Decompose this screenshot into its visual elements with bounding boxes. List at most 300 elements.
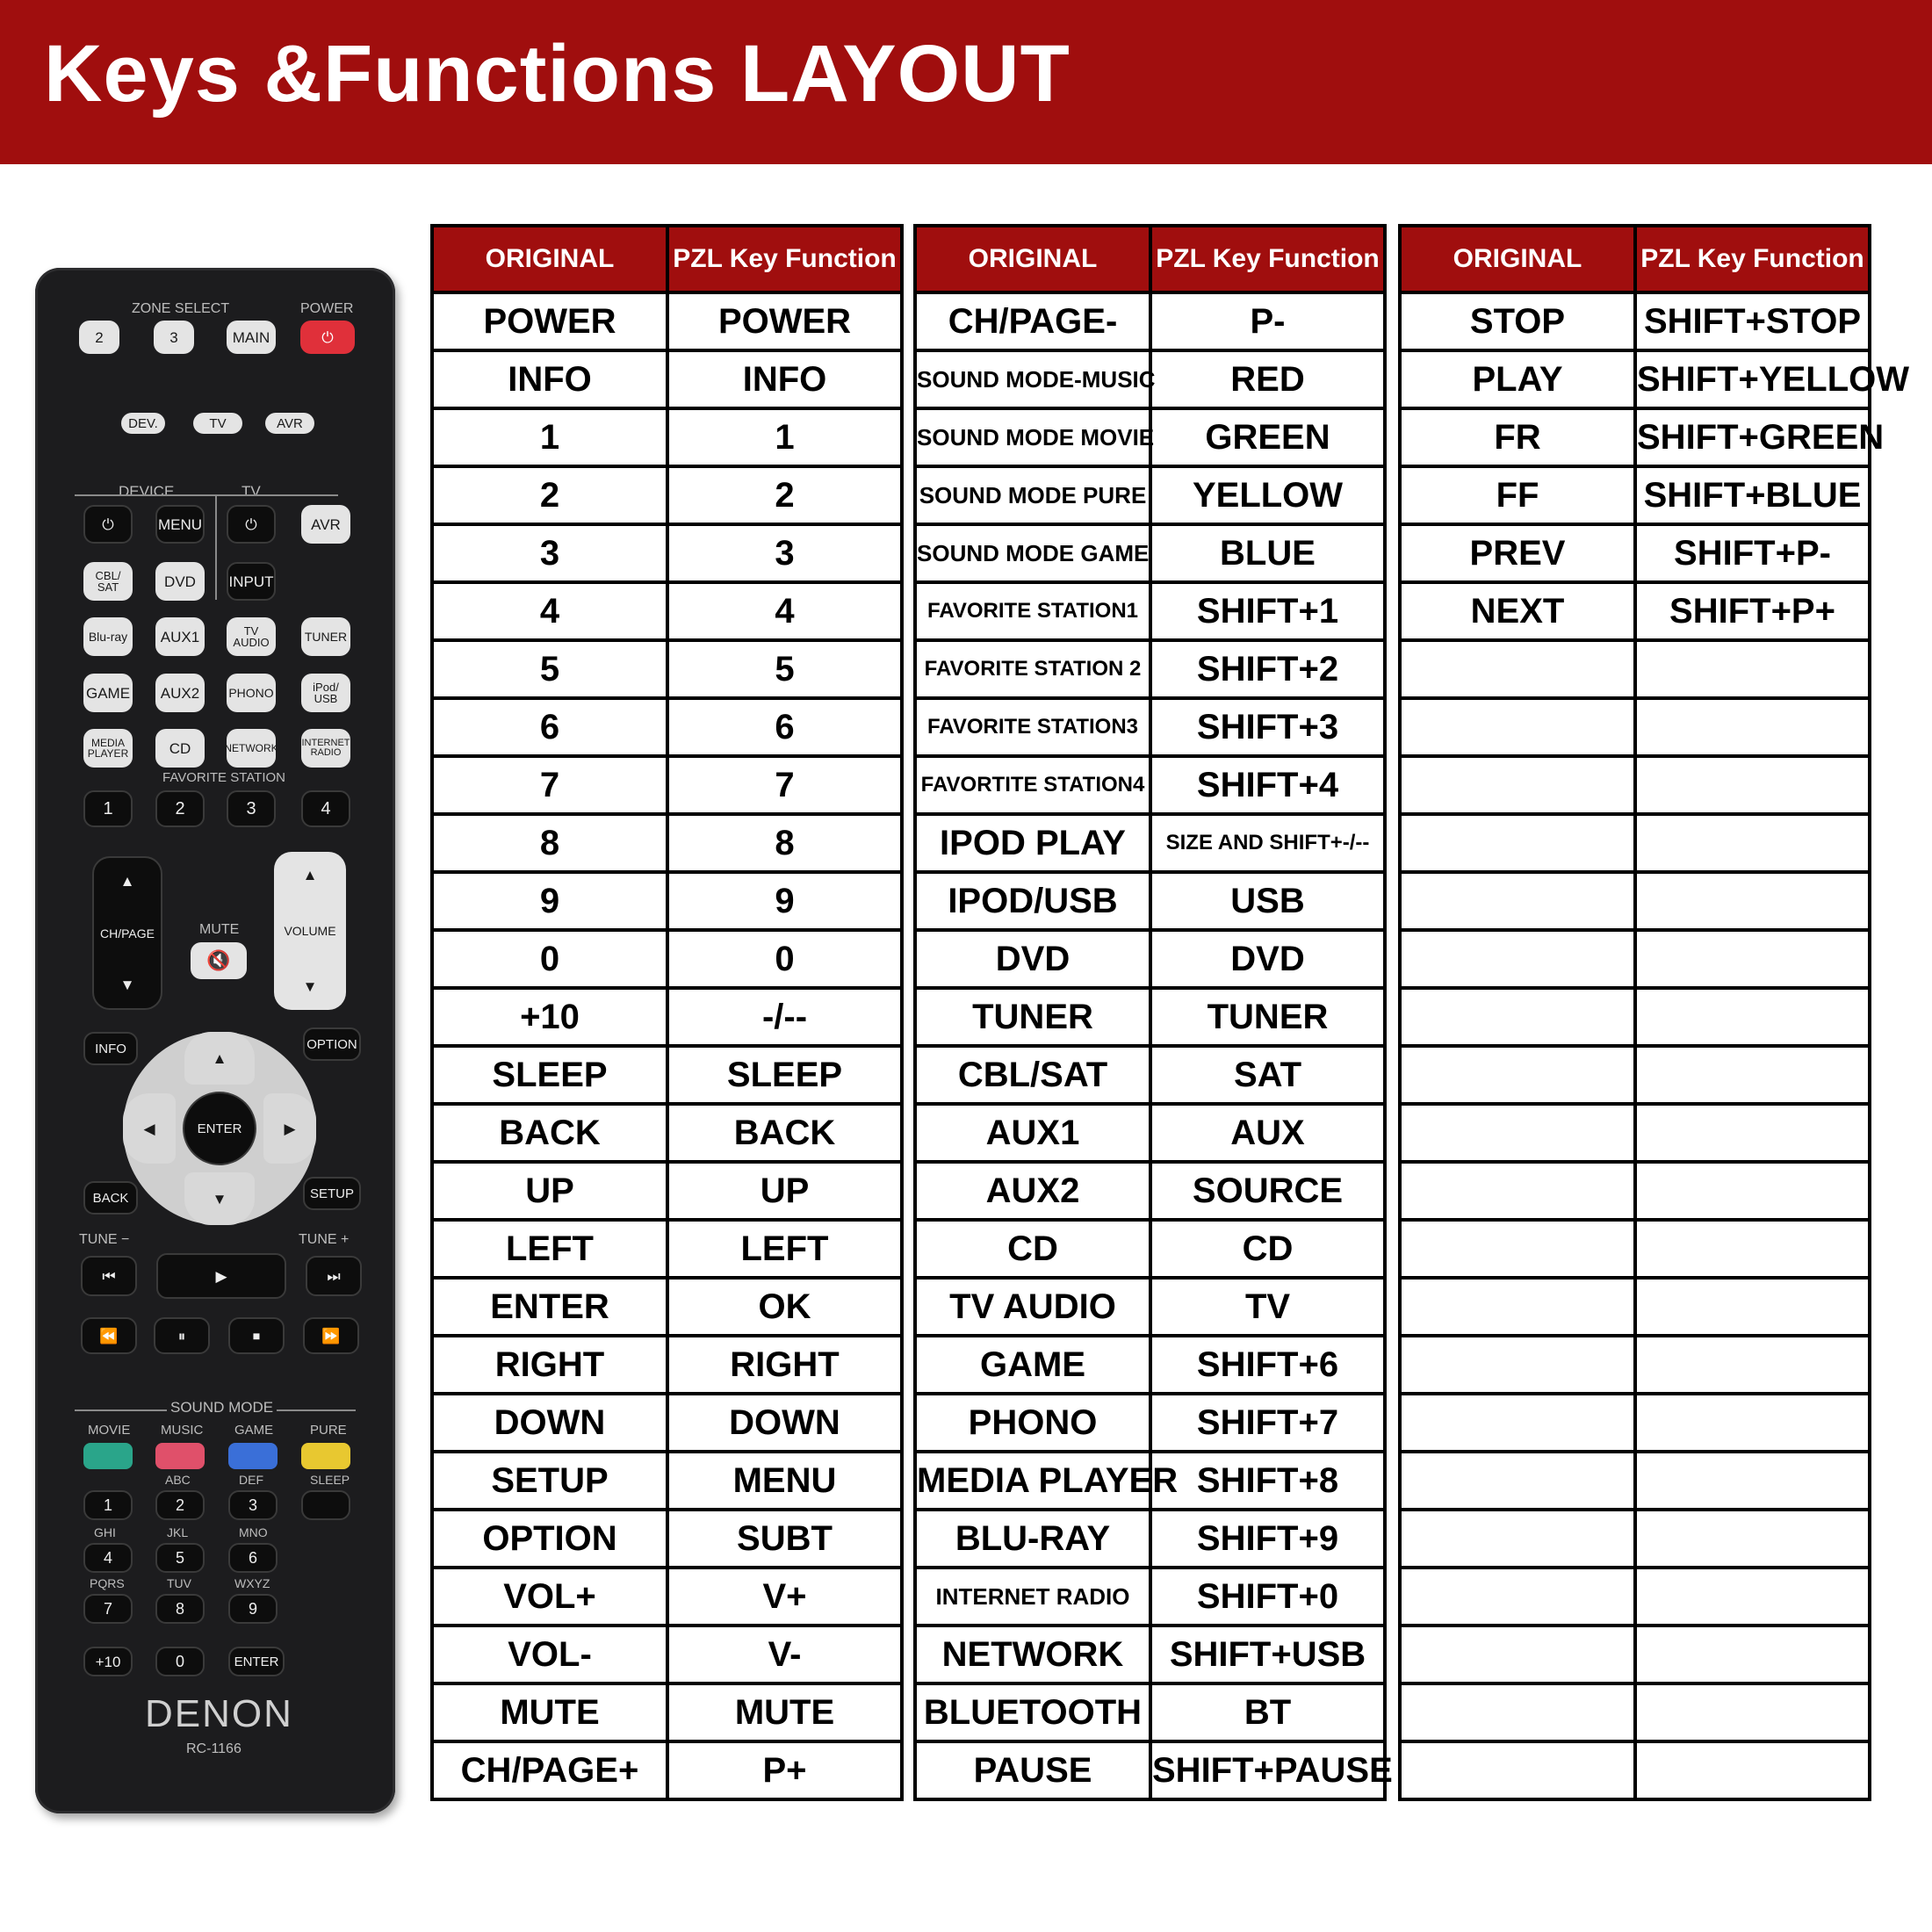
def-label: DEF <box>239 1473 263 1487</box>
table-row <box>432 582 902 640</box>
phono-button[interactable]: PHONO <box>227 674 276 712</box>
ch-page-label: CH/PAGE <box>100 926 155 941</box>
rewind-button[interactable] <box>81 1317 137 1354</box>
table-row <box>432 1452 902 1510</box>
pzl-function-cell: SHIFT+P+ <box>1635 582 1870 640</box>
device-group-line <box>75 494 338 496</box>
arrow-down-icon: ▼ <box>212 1190 227 1208</box>
zone-2-button[interactable]: 2 <box>79 321 119 354</box>
original-key-cell: CH/PAGE+ <box>432 1741 667 1799</box>
table-row <box>1400 524 1870 582</box>
original-key-cell: SETUP <box>432 1452 667 1510</box>
pzl-function-cell: 6 <box>667 698 902 756</box>
table-row <box>1400 1683 1870 1741</box>
original-key-cell: DOWN <box>432 1394 667 1452</box>
cd-button[interactable]: CD <box>155 729 205 768</box>
pzl-function-cell: 4 <box>667 582 902 640</box>
original-key-cell <box>1400 698 1635 756</box>
back-button[interactable]: BACK <box>83 1181 138 1215</box>
table-row <box>432 988 902 1046</box>
tv-label: TV <box>242 483 261 500</box>
pzl-function-cell: OK <box>667 1278 902 1336</box>
favorite-3-button[interactable]: 3 <box>227 790 276 827</box>
pzl-function-cell: USB <box>1150 872 1385 930</box>
pzl-function-cell <box>1635 1278 1870 1336</box>
table-row <box>432 930 902 988</box>
original-key-cell: FAVORITE STATION 2 <box>915 640 1150 698</box>
original-key-cell: TUNER <box>915 988 1150 1046</box>
power-label: POWER <box>300 301 354 316</box>
original-key-cell: 1 <box>432 408 667 466</box>
original-key-cell: INFO <box>432 350 667 408</box>
num-2-button[interactable]: 2 <box>155 1490 205 1520</box>
game-blue-button[interactable] <box>228 1443 278 1469</box>
pzl-function-cell: BACK <box>667 1104 902 1162</box>
pzl-function-cell: MUTE <box>667 1683 902 1741</box>
table-row <box>1400 466 1870 524</box>
avr-button[interactable]: AVR <box>301 505 350 544</box>
table-header-row <box>432 226 902 292</box>
ch-down-icon: ▼ <box>119 977 135 993</box>
sound-mode-label: SOUND MODE <box>167 1399 277 1417</box>
pzl-function-cell: DOWN <box>667 1394 902 1452</box>
num-0-button[interactable]: 0 <box>155 1647 205 1676</box>
cbl-sat-button[interactable]: CBL/ SAT <box>83 562 133 601</box>
menu-button[interactable]: MENU <box>155 505 205 544</box>
table-row <box>915 1220 1385 1278</box>
mute-icon: 🔇 <box>206 949 231 971</box>
table-row <box>432 756 902 814</box>
page-title: Keys &Functions LAYOUT <box>44 29 1071 119</box>
rewind-icon: ⏪ <box>99 1327 119 1344</box>
table-row <box>1400 1394 1870 1452</box>
original-key-cell <box>1400 1336 1635 1394</box>
enter-button[interactable]: ENTER <box>183 1092 256 1165</box>
tune-minus-label: TUNE − <box>79 1232 130 1247</box>
original-key-cell: +10 <box>432 988 667 1046</box>
pzl-function-cell: SHIFT+7 <box>1150 1394 1385 1452</box>
table-row <box>915 814 1385 872</box>
original-key-cell: 4 <box>432 582 667 640</box>
ch-page-rocker[interactable] <box>92 856 162 1010</box>
table-row <box>915 1626 1385 1683</box>
sleep-button[interactable] <box>301 1490 350 1520</box>
favorite-4-button[interactable]: 4 <box>301 790 350 827</box>
table-row <box>1400 292 1870 350</box>
table-row <box>915 1452 1385 1510</box>
num-6-button[interactable]: 6 <box>228 1543 278 1573</box>
original-key-cell <box>1400 930 1635 988</box>
pzl-function-cell: SHIFT+3 <box>1150 698 1385 756</box>
dvd-button[interactable]: DVD <box>155 562 205 601</box>
pqrs-label: PQRS <box>90 1576 125 1590</box>
pzl-function-cell <box>1635 1046 1870 1104</box>
pzl-function-cell <box>1635 1394 1870 1452</box>
pzl-function-cell: SHIFT+PAUSE <box>1150 1741 1385 1799</box>
original-key-cell: 6 <box>432 698 667 756</box>
pzl-function-cell: SHIFT+STOP <box>1635 292 1870 350</box>
sleep-label: SLEEP <box>310 1473 350 1487</box>
pzl-function-cell <box>1635 930 1870 988</box>
pzl-function-cell: SIZE AND SHIFT+-/-- <box>1150 814 1385 872</box>
table-row <box>1400 1626 1870 1683</box>
pzl-function-cell: P+ <box>667 1741 902 1799</box>
table-row <box>1400 1220 1870 1278</box>
pzl-function-cell <box>1635 1452 1870 1510</box>
pzl-function-cell: SHIFT+BLUE <box>1635 466 1870 524</box>
zone-3-button[interactable]: 3 <box>154 321 194 354</box>
pzl-function-cell: -/-- <box>667 988 902 1046</box>
pzl-function-cell: 3 <box>667 524 902 582</box>
aux2-button[interactable]: AUX2 <box>155 674 205 712</box>
pzl-function-cell <box>1635 640 1870 698</box>
table-row <box>1400 408 1870 466</box>
table-row <box>1400 1510 1870 1568</box>
skip-forward-icon: ⏭ <box>327 1267 341 1285</box>
pzl-function-cell: SHIFT+GREEN <box>1635 408 1870 466</box>
num-9-button[interactable]: 9 <box>228 1594 278 1624</box>
original-key-cell: 3 <box>432 524 667 582</box>
num-1-button[interactable]: 1 <box>83 1490 133 1520</box>
blu-ray-button[interactable]: Blu-ray <box>83 617 133 656</box>
option-button[interactable]: OPTION <box>303 1027 361 1061</box>
table-row <box>432 1394 902 1452</box>
wxyz-label: WXYZ <box>234 1576 270 1590</box>
original-key-cell <box>1400 872 1635 930</box>
keypad-enter-button[interactable]: ENTER <box>228 1647 285 1676</box>
original-key-cell: RIGHT <box>432 1336 667 1394</box>
network-button[interactable]: NETWORK <box>227 729 276 768</box>
table-row <box>432 872 902 930</box>
original-key-cell: FAVORTITE STATION4 <box>915 756 1150 814</box>
dev-mode-button[interactable]: DEV. <box>121 413 165 434</box>
arrow-right-icon: ▶ <box>284 1120 296 1137</box>
original-key-cell: STOP <box>1400 292 1635 350</box>
pzl-function-cell: DVD <box>1150 930 1385 988</box>
table-row <box>1400 1278 1870 1336</box>
power-button[interactable] <box>300 321 355 354</box>
table-row <box>915 292 1385 350</box>
pause-icon: ⏸ <box>177 1327 186 1344</box>
main-zone-button[interactable]: MAIN <box>227 321 276 354</box>
original-key-cell <box>1400 1162 1635 1220</box>
original-key-cell: MEDIA PLAYER <box>915 1452 1150 1510</box>
brand-logo: DENON <box>145 1692 293 1735</box>
mute-label: MUTE <box>199 922 240 937</box>
table-row <box>432 1568 902 1626</box>
table-row <box>915 1162 1385 1220</box>
mute-button[interactable] <box>191 942 247 979</box>
pzl-function-cell: SHIFT+P- <box>1635 524 1870 582</box>
zone-select-label: ZONE SELECT <box>132 301 230 316</box>
volume-rocker[interactable] <box>274 852 346 1010</box>
favorite-station-label: FAVORITE STATION <box>162 770 286 785</box>
favorite-1-button[interactable]: 1 <box>83 790 133 827</box>
tune-plus-label: TUNE + <box>299 1232 350 1247</box>
pause-button[interactable] <box>154 1317 210 1354</box>
num-4-button[interactable]: 4 <box>83 1543 133 1573</box>
pzl-function-cell: SHIFT+1 <box>1150 582 1385 640</box>
table-row <box>915 1741 1385 1799</box>
next-button[interactable] <box>306 1256 362 1296</box>
dpad-right-button[interactable] <box>263 1093 316 1164</box>
prev-button[interactable] <box>81 1256 137 1296</box>
remote-control <box>35 268 395 1813</box>
pzl-function-cell: TUNER <box>1150 988 1385 1046</box>
table-row <box>432 292 902 350</box>
table-row <box>1400 1162 1870 1220</box>
pzl-function-cell: SHIFT+USB <box>1150 1626 1385 1683</box>
key-map-table-2 <box>913 224 1393 1801</box>
arrow-left-icon: ◀ <box>143 1120 155 1137</box>
pzl-function-cell <box>1635 814 1870 872</box>
pzl-function-cell <box>1635 988 1870 1046</box>
play-button[interactable] <box>156 1253 286 1299</box>
info-button[interactable]: INFO <box>83 1032 138 1065</box>
aux1-button[interactable]: AUX1 <box>155 617 205 656</box>
table-row <box>1400 698 1870 756</box>
original-key-cell: 7 <box>432 756 667 814</box>
favorite-2-button[interactable]: 2 <box>155 790 205 827</box>
device-power-button[interactable] <box>83 505 133 544</box>
pzl-function-cell: RIGHT <box>667 1336 902 1394</box>
table-row <box>1400 350 1870 408</box>
pure-label: PURE <box>310 1423 347 1438</box>
original-key-cell: NETWORK <box>915 1626 1150 1683</box>
original-key-cell: 5 <box>432 640 667 698</box>
table-row <box>1400 1741 1870 1799</box>
dpad-down-button[interactable] <box>184 1172 255 1225</box>
original-key-cell: PHONO <box>915 1394 1150 1452</box>
ipod-usb-button[interactable]: iPod/ USB <box>301 674 350 712</box>
table-row <box>915 698 1385 756</box>
table-row <box>432 350 902 408</box>
table-row <box>432 1104 902 1162</box>
pzl-function-cell: SLEEP <box>667 1046 902 1104</box>
pzl-function-cell: 5 <box>667 640 902 698</box>
num-5-button[interactable]: 5 <box>155 1543 205 1573</box>
table-row <box>1400 1046 1870 1104</box>
stop-icon: ⏹ <box>252 1327 261 1344</box>
media-player-button[interactable]: MEDIA PLAYER <box>83 729 133 768</box>
pzl-function-cell: MENU <box>667 1452 902 1510</box>
original-key-cell: SLEEP <box>432 1046 667 1104</box>
tv-audio-button[interactable]: TV AUDIO <box>227 617 276 656</box>
original-key-cell <box>1400 1394 1635 1452</box>
dpad-up-button[interactable] <box>184 1032 255 1085</box>
original-key-cell <box>1400 1046 1635 1104</box>
table-row <box>1400 582 1870 640</box>
original-key-cell: FF <box>1400 466 1635 524</box>
original-key-cell: CBL/SAT <box>915 1046 1150 1104</box>
pzl-function-cell: SHIFT+YELLOW <box>1635 350 1870 408</box>
tv-power-button[interactable] <box>227 505 276 544</box>
tuv-label: TUV <box>167 1576 191 1590</box>
pzl-function-cell <box>1635 1741 1870 1799</box>
original-key-cell: PAUSE <box>915 1741 1150 1799</box>
skip-back-icon: ⏮ <box>102 1267 116 1285</box>
table-row <box>915 988 1385 1046</box>
internet-radio-button[interactable]: INTERNET RADIO <box>301 729 350 768</box>
original-key-cell: DVD <box>915 930 1150 988</box>
num-3-button[interactable]: 3 <box>228 1490 278 1520</box>
stop-button[interactable] <box>228 1317 285 1354</box>
original-key-cell: 2 <box>432 466 667 524</box>
original-key-cell: PLAY <box>1400 350 1635 408</box>
original-key-cell: 8 <box>432 814 667 872</box>
pzl-function-cell: UP <box>667 1162 902 1220</box>
pure-yellow-button[interactable] <box>301 1443 350 1469</box>
column-header-original: ORIGINAL <box>432 226 667 292</box>
original-key-cell: PREV <box>1400 524 1635 582</box>
pzl-function-cell: 7 <box>667 756 902 814</box>
original-key-cell: AUX2 <box>915 1162 1150 1220</box>
original-key-cell: VOL+ <box>432 1568 667 1626</box>
table-row <box>432 640 902 698</box>
power-icon: ⏻ <box>245 515 257 533</box>
pzl-function-cell <box>1635 1568 1870 1626</box>
original-key-cell: LEFT <box>432 1220 667 1278</box>
column-header-original: ORIGINAL <box>1400 226 1635 292</box>
abc-label: ABC <box>165 1473 191 1487</box>
original-key-cell <box>1400 756 1635 814</box>
table-row <box>915 350 1385 408</box>
original-key-cell <box>1400 640 1635 698</box>
table-row <box>432 698 902 756</box>
original-key-cell: IPOD/USB <box>915 872 1150 930</box>
original-key-cell: BACK <box>432 1104 667 1162</box>
original-key-cell: AUX1 <box>915 1104 1150 1162</box>
pzl-function-cell: V+ <box>667 1568 902 1626</box>
table-row <box>915 1683 1385 1741</box>
music-red-button[interactable] <box>155 1443 205 1469</box>
original-key-cell <box>1400 814 1635 872</box>
table-row <box>1400 640 1870 698</box>
pzl-function-cell: YELLOW <box>1150 466 1385 524</box>
movie-green-button[interactable] <box>83 1443 133 1469</box>
pzl-function-cell: SHIFT+8 <box>1150 1452 1385 1510</box>
play-icon: ▶ <box>215 1267 227 1285</box>
num-7-button[interactable]: 7 <box>83 1594 133 1624</box>
table-row <box>432 1510 902 1568</box>
original-key-cell: ENTER <box>432 1278 667 1336</box>
plus-10-button[interactable]: +10 <box>83 1647 133 1676</box>
original-key-cell <box>1400 1220 1635 1278</box>
movie-label: MOVIE <box>88 1423 131 1438</box>
model-number: RC-1166 <box>186 1741 242 1756</box>
pzl-function-cell: AUX <box>1150 1104 1385 1162</box>
fast-forward-icon: ⏩ <box>321 1327 341 1344</box>
original-key-cell: FAVORITE STATION3 <box>915 698 1150 756</box>
table-row <box>915 408 1385 466</box>
tuner-button[interactable]: TUNER <box>301 617 350 656</box>
table-row <box>1400 1104 1870 1162</box>
table-row <box>432 1626 902 1683</box>
pzl-function-cell: SAT <box>1150 1046 1385 1104</box>
original-key-cell <box>1400 1626 1635 1683</box>
ghi-label: GHI <box>94 1525 116 1539</box>
original-key-cell: INTERNET RADIO <box>915 1568 1150 1626</box>
original-key-cell: CD <box>915 1220 1150 1278</box>
original-key-cell: FAVORITE STATION1 <box>915 582 1150 640</box>
pzl-function-cell <box>1635 1336 1870 1394</box>
original-key-cell <box>1400 1683 1635 1741</box>
column-header-original: ORIGINAL <box>915 226 1150 292</box>
table-row <box>432 524 902 582</box>
key-map-table-1 <box>430 224 904 1801</box>
pzl-function-cell: LEFT <box>667 1220 902 1278</box>
table-row <box>1400 814 1870 872</box>
table-row <box>915 640 1385 698</box>
title-banner <box>0 0 1932 164</box>
original-key-cell: POWER <box>432 292 667 350</box>
original-key-cell: SOUND MODE MOVIE <box>915 408 1150 466</box>
original-key-cell: OPTION <box>432 1510 667 1568</box>
pzl-function-cell: SOURCE <box>1150 1162 1385 1220</box>
pzl-function-cell: SHIFT+6 <box>1150 1336 1385 1394</box>
power-icon: ⏻ <box>102 515 114 533</box>
pzl-function-cell <box>1635 1220 1870 1278</box>
column-header-function: PZL Key Function <box>1150 226 1385 292</box>
pzl-function-cell: SHIFT+2 <box>1150 640 1385 698</box>
tv-mode-button[interactable]: TV <box>193 413 242 434</box>
jkl-label: JKL <box>167 1525 189 1539</box>
fast-forward-button[interactable] <box>303 1317 359 1354</box>
volume-up-icon: ▲ <box>302 867 318 883</box>
pzl-function-cell <box>1635 756 1870 814</box>
dpad-left-button[interactable] <box>123 1093 176 1164</box>
table-row <box>915 1394 1385 1452</box>
original-key-cell <box>1400 1510 1635 1568</box>
table-row <box>1400 872 1870 930</box>
original-key-cell: VOL- <box>432 1626 667 1683</box>
pzl-function-cell: SHIFT+4 <box>1150 756 1385 814</box>
table-row <box>432 814 902 872</box>
original-key-cell: GAME <box>915 1336 1150 1394</box>
pzl-function-cell <box>1635 1510 1870 1568</box>
pzl-function-cell: CD <box>1150 1220 1385 1278</box>
num-8-button[interactable]: 8 <box>155 1594 205 1624</box>
volume-label: VOLUME <box>284 924 336 938</box>
table-row <box>1400 930 1870 988</box>
game-label: GAME <box>234 1423 274 1438</box>
pzl-function-cell: BLUE <box>1150 524 1385 582</box>
table-row <box>432 1278 902 1336</box>
avr-mode-button[interactable]: AVR <box>265 413 314 434</box>
table-row <box>915 756 1385 814</box>
table-row <box>432 1336 902 1394</box>
pzl-function-cell: TV <box>1150 1278 1385 1336</box>
table-row <box>432 466 902 524</box>
pzl-function-cell: RED <box>1150 350 1385 408</box>
table-row <box>915 1510 1385 1568</box>
game-button[interactable]: GAME <box>83 674 133 712</box>
device-label: DEVICE <box>119 483 175 500</box>
pzl-function-cell: V- <box>667 1626 902 1683</box>
pzl-function-cell <box>1635 1162 1870 1220</box>
arrow-up-icon: ▲ <box>212 1049 227 1067</box>
original-key-cell: CH/PAGE- <box>915 292 1150 350</box>
pzl-function-cell: BT <box>1150 1683 1385 1741</box>
pzl-function-cell <box>1635 1683 1870 1741</box>
original-key-cell: 0 <box>432 930 667 988</box>
pzl-function-cell: P- <box>1150 292 1385 350</box>
setup-button[interactable]: SETUP <box>303 1177 361 1210</box>
table-row <box>432 1162 902 1220</box>
device-group-divider <box>215 494 217 600</box>
table-row <box>1400 1568 1870 1626</box>
input-button[interactable]: INPUT <box>227 562 276 601</box>
